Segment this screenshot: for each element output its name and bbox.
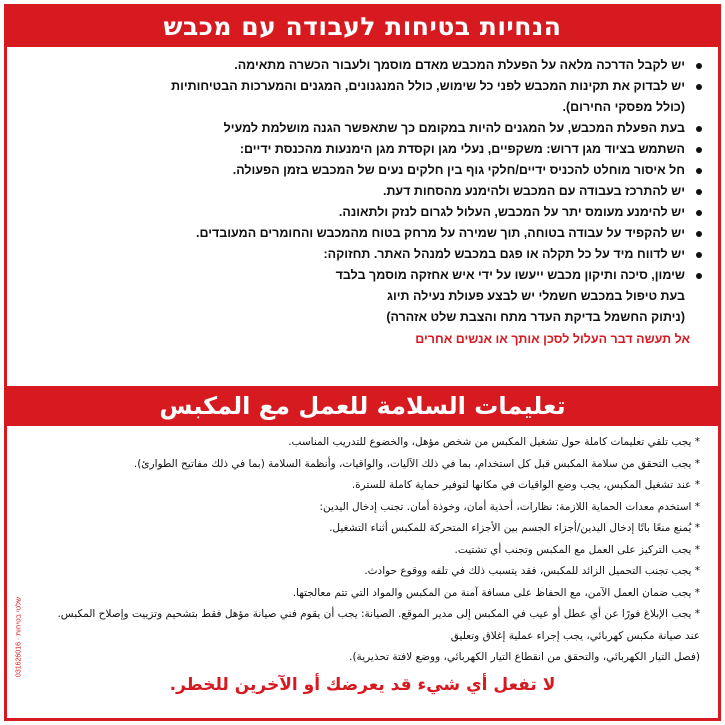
arabic-warning: لا تفعل أي شيء قد يعرضك أو الآخرين للخطر. [169, 674, 556, 695]
bullet-icon [696, 210, 702, 216]
bullet-icon [696, 273, 702, 279]
hebrew-item-text: יש להתרכז בעבודה עם המכבש ולהימנע מהסחות דעת. [382, 184, 685, 198]
hebrew-item-text: השתמש בציוד מגן דרוש: משקפיים, נעלי מגן וקסדת מגן הימנעות מהכנסת ידיים: [239, 142, 685, 156]
hebrew-item-text: שימון, סיכה ותיקון מכבש ייעשו על ידי איש אחזקה מוסמך בלבד [335, 268, 685, 282]
hebrew-item-text: יש לדווח מיד על כל תקלה או פגם במכבש למנהל האתר. תחזוקה: [323, 247, 685, 261]
hebrew-item-text: חל איסור מוחלט להכניס ידיים/חלקי גוף בין חלקים נעים של המכבש בזמן הפעולה. [232, 163, 685, 177]
arabic-item: * يجب الإبلاغ فورًا عن أي عطل أو عيب في المكبس إلى مدير الموقع. الصيانة: يجب أن يقوم فني صيانة مؤهل فقط بتشحيم وتزييت وإصلاح المكبس. [57, 608, 700, 620]
bullet-icon [696, 168, 702, 174]
hebrew-item [29, 223, 702, 244]
safety-sign [4, 4, 721, 721]
arabic-title: تعليمات السلامة للعمل مع المكبس [7, 386, 718, 426]
arabic-item: * يجب التركيز على العمل مع المكبس وتجنب أي تشتيت. [454, 543, 700, 556]
side-product-code [13, 567, 25, 707]
bullet-icon [696, 126, 702, 132]
hebrew-item [29, 202, 702, 223]
arabic-instructions [7, 432, 718, 700]
hebrew-item [29, 286, 702, 307]
hebrew-title: הנחיות בטיחות לעבודה עם מכבש [7, 7, 718, 47]
hebrew-item [29, 97, 702, 118]
arabic-item: * يجب تلقي تعليمات كاملة حول تشغيل المكبس من شخص مؤهل، والخضوع للتدريب المناسب. [288, 436, 700, 448]
hebrew-item-text: (כולל מפסקי החירום). [562, 100, 685, 114]
hebrew-item-list [7, 55, 718, 328]
arabic-item: * يجب التحقق من سلامة المكبس قبل كل استخدام، بما في ذلك الآليات، والواقيات، وأنظمة السلامة (بما في ذلك مفاتيح الطوارئ). [133, 457, 700, 470]
hebrew-item-text: יש להימנע מעומס יתר על המכבש, העלול לגרום לנזק ולתאונה. [338, 205, 685, 219]
hebrew-item-text: יש לקבל הדרכה מלאה על הפעלת המכבש מאדם מוסמך ולעבור הכשרה מתאימה. [234, 58, 685, 72]
bullet-icon [696, 63, 702, 69]
arabic-item: عند صيانة مكبس كهربائي، يجب إجراء عملية إغلاق وتعليق [450, 629, 700, 642]
bullet-icon [696, 252, 702, 258]
arabic-item-list [7, 432, 718, 669]
bullet-icon [696, 189, 702, 195]
arabic-item: * عند تشغيل المكبس، يجب وضع الواقيات في مكانها لتوفير حماية كاملة للسترة. [351, 479, 700, 491]
hebrew-item [29, 244, 702, 265]
hebrew-item [29, 307, 702, 328]
hebrew-item-text: יש לבדוק את תקינות המכבש לפני כל שימוש, כולל המנגנונים, המגנים והמערכות הבטיחותיות [171, 79, 685, 93]
hebrew-item [29, 118, 702, 139]
arabic-item: * يجب ضمان العمل الآمن، مع الحفاظ على مسافة آمنة من المكبس والمواد التي تتم معالجتها. [292, 586, 700, 599]
side-code-text: 031626016 · שלטי בטיחות [15, 596, 23, 678]
hebrew-item [29, 181, 702, 202]
hebrew-item-text: בעת טיפול במכבש חשמלי יש לבצע פעולת נעילה תיוג [387, 289, 685, 303]
bullet-icon [696, 147, 702, 153]
hebrew-item-text: בעת הפעלת המכבש, על המגנים להיות במקומם כך שתאפשר הגנה מושלמת למעיל [223, 121, 685, 135]
hebrew-item [29, 76, 702, 97]
arabic-item: * استخدم معدات الحماية اللازمة: نظارات، أحذية أمان، وخوذة أمان. تجنب إدخال اليدين: [319, 500, 700, 513]
arabic-item: * يُمنع منعًا باتًا إدخال اليدين/أجزاء الجسم بين الأجزاء المتحركة للمكبس أثناء التشغيل. [329, 522, 700, 534]
hebrew-item [29, 55, 702, 76]
hebrew-item [29, 265, 702, 286]
hebrew-item [29, 160, 702, 181]
hebrew-instructions [7, 55, 718, 349]
hebrew-item [29, 139, 702, 160]
hebrew-item-text: (ניתוק החשמל בדיקת העדר מתח והצבת שלט אזהרה) [386, 310, 685, 324]
arabic-item: (فصل التيار الكهربائي، والتحقق من انقطاع التيار الكهربائي، ووضع لافتة تحذيرية). [349, 651, 700, 663]
hebrew-item-text: יש להקפיד על עבודה בטוחה, תוך שמירה על מרחק בטוח מהמכבש והחומרים המעובדים. [195, 226, 685, 240]
hebrew-warning: אל תעשה דבר העלול לסכן אותך או אנשים אחרים [415, 332, 690, 346]
arabic-item: * يجب تجنب التحميل الزائد للمكبس، فقد يتسبب ذلك في تلفه ووقوع حوادث. [364, 565, 700, 577]
bullet-icon [696, 84, 702, 90]
bullet-icon [696, 231, 702, 237]
